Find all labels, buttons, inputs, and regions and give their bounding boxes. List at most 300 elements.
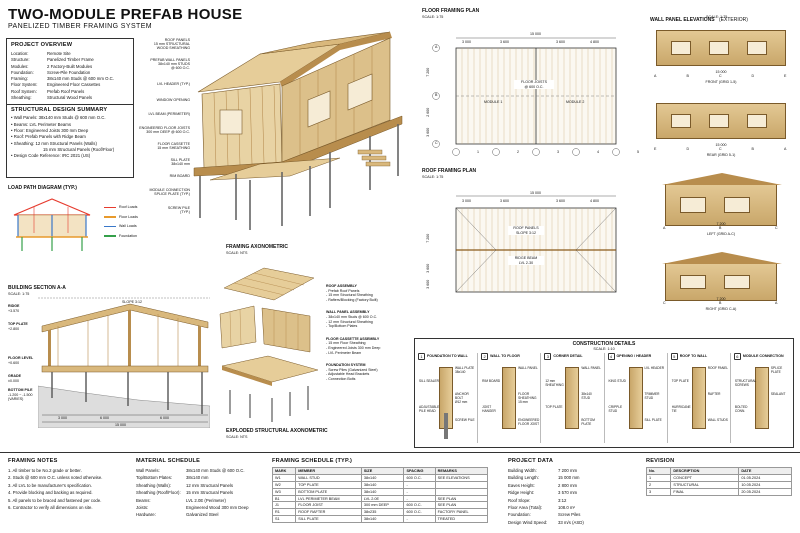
overview-key: Framing: bbox=[11, 76, 28, 82]
detail-note: TRIMMER STUD bbox=[644, 392, 660, 400]
section-dim-2: 6 000 bbox=[100, 416, 109, 420]
elevation-grid-label: D bbox=[686, 147, 690, 151]
roof-plan-dim-1: 3 000 bbox=[462, 199, 471, 203]
structural-summary-list bbox=[11, 115, 129, 159]
project-value: 3:12 bbox=[558, 497, 567, 503]
detail-number: 2 bbox=[481, 353, 488, 360]
overview-value: 2 Factory-Built Modules bbox=[47, 63, 93, 69]
revision-cell: STRUCTURAL bbox=[671, 481, 739, 488]
schedule-cell: S1 bbox=[273, 516, 296, 523]
overview-value: 38x140 mm Studs @ 600 mm O.C. bbox=[47, 76, 114, 82]
elevation-dim: 7 200 bbox=[716, 222, 726, 226]
exploded-heading: EXPLODED STRUCTURAL AXONOMETRIC bbox=[226, 428, 328, 434]
detail-note: BOLTED CONN. bbox=[734, 405, 748, 413]
project-key: Building Width: bbox=[508, 468, 537, 473]
legend-swatch bbox=[104, 216, 116, 218]
detail-note: RIM BOARD bbox=[482, 379, 501, 383]
project-key: Floor Area (Total): bbox=[508, 505, 543, 511]
elevation-grid-label: E bbox=[654, 147, 657, 151]
schedule-cell: B1 bbox=[273, 495, 296, 502]
overview-key: Roof System: bbox=[11, 88, 37, 94]
legend-label: Floor Loads bbox=[119, 214, 138, 219]
material-key: Joists: bbox=[136, 505, 149, 511]
elevation-window bbox=[680, 275, 706, 289]
project-key: Foundation: bbox=[508, 512, 531, 518]
schedule-row bbox=[273, 488, 488, 495]
elevation-grid-label: B bbox=[719, 226, 722, 230]
elevation-grid-label: B bbox=[751, 147, 754, 151]
material-row bbox=[136, 497, 264, 504]
roof-plan-side-3: 3 600 bbox=[426, 279, 431, 289]
detail-number: 4 bbox=[608, 353, 615, 360]
floor-plan-joist-note: FLOOR JOISTS @ 600 O.C. bbox=[514, 80, 554, 89]
detail-title bbox=[544, 353, 600, 360]
overview-value: Remote Site bbox=[47, 51, 71, 56]
project-row bbox=[508, 489, 628, 496]
revision-cell: 20.05.2024 bbox=[739, 488, 792, 495]
exploded-group-item: - Prefab Roof Panels bbox=[326, 288, 360, 293]
schedule-cell: SEE PLAN bbox=[435, 495, 487, 502]
framing-axonometric-drawing bbox=[190, 30, 415, 240]
detail-name: FOUNDATION TO WALL bbox=[427, 354, 468, 359]
elevation-roof bbox=[662, 173, 782, 185]
exploded-scale: SCALE: NTS bbox=[226, 435, 248, 439]
material-row bbox=[136, 467, 264, 474]
roof-plan-scale: SCALE: 1:75 bbox=[422, 175, 444, 179]
schedule-cell: ROOF RAFTER bbox=[296, 509, 362, 516]
axo-callout: PREFAB WALL PANELS 38x140 mm STUDS @ 600 O.C. bbox=[150, 58, 190, 71]
elevation-grid-label: C bbox=[719, 147, 722, 151]
bottom-divider bbox=[0, 452, 800, 453]
elevation-grid-label: A bbox=[775, 301, 778, 305]
project-row bbox=[508, 482, 628, 489]
detail-note: SILL PLATE bbox=[644, 418, 662, 422]
structural-line: • Wall Panels: 38x140 mm Studs @ 600 mm O.C. bbox=[11, 115, 106, 121]
section-heading: BUILDING SECTION A-A bbox=[8, 285, 66, 291]
load-path-legend-item bbox=[104, 234, 138, 239]
schedule-cell: J1 bbox=[273, 502, 296, 509]
level-name: GRADE bbox=[8, 374, 21, 378]
section-level bbox=[8, 304, 19, 313]
floor-framing-plan bbox=[422, 24, 632, 158]
detail-item bbox=[540, 353, 603, 443]
detail-title bbox=[734, 353, 790, 360]
floor-plan-dim-total: 15 000 bbox=[530, 32, 541, 36]
material-value: 15 mm Structural Panels bbox=[186, 490, 234, 496]
detail-drawing bbox=[629, 367, 643, 429]
level-name: TOP PLATE bbox=[8, 322, 28, 326]
elevation-roof bbox=[662, 252, 782, 264]
project-key: Ridge Height: bbox=[508, 490, 535, 496]
framing-note: 2. Studs @ 600 mm O.C. unless noted otherwise. bbox=[8, 475, 103, 481]
schedule-cell: - bbox=[404, 488, 435, 495]
material-value: Galvanized Steel bbox=[186, 512, 219, 518]
schedule-row bbox=[273, 502, 488, 509]
detail-note: HURRICANE TIE bbox=[671, 405, 691, 413]
elevation-grid-label: B bbox=[686, 74, 689, 78]
structural-line: • Design Code Reference: IRC 2021 (US) bbox=[11, 153, 91, 159]
elevation-dim: 15 000 bbox=[715, 70, 727, 74]
schedule-cell: - bbox=[404, 495, 435, 502]
floor-plan-dim-4: 4 800 bbox=[590, 40, 599, 44]
schedule-cell: SEE ELEVATIONS bbox=[435, 474, 487, 481]
revision-header-row bbox=[647, 468, 792, 475]
detail-name: CORNER DETAIL bbox=[553, 354, 583, 359]
floor-plan-row-label: C bbox=[435, 141, 438, 145]
building-section-drawing bbox=[38, 296, 210, 428]
level-name: BOTTOM PILE bbox=[8, 388, 33, 392]
material-key: Beams: bbox=[136, 497, 151, 503]
exploded-group-item: - Engineered Joists 300 mm Deep bbox=[326, 345, 381, 350]
project-value: 7 200 mm bbox=[558, 468, 578, 473]
project-key: Building Length: bbox=[508, 475, 539, 481]
floor-plan-dim-3: 3 600 bbox=[556, 40, 565, 44]
detail-drawing bbox=[692, 367, 706, 429]
overview-value: Engineered Floor Cassettes bbox=[47, 82, 101, 88]
elevation-window bbox=[724, 275, 750, 289]
exploded-group bbox=[326, 284, 412, 302]
floor-plan-grid-labels bbox=[422, 150, 639, 160]
project-data-list bbox=[508, 467, 628, 526]
level-value: +2.800 bbox=[8, 326, 20, 331]
schedule-row bbox=[273, 474, 488, 481]
load-path-diagram bbox=[8, 193, 96, 253]
elevation-name: REAR (GRID 5-1) bbox=[706, 153, 736, 157]
project-data-heading: PROJECT DATA bbox=[508, 458, 554, 464]
schedule-header-cell: MARK bbox=[273, 468, 296, 475]
revision-cell: 3 bbox=[647, 488, 671, 495]
schedule-cell: 600 O.C. bbox=[404, 474, 435, 481]
framing-notes-list bbox=[8, 467, 126, 511]
exploded-group-item: - 38x140 mm Studs @ 600 O.C. bbox=[326, 314, 378, 319]
revision-heading: REVISION bbox=[646, 458, 675, 464]
elevation-drawing bbox=[665, 184, 777, 226]
framing-notes-panel bbox=[8, 458, 126, 511]
structural-line: • Roof: Prefab Panels with Ridge Beam bbox=[11, 134, 86, 140]
project-data-panel bbox=[508, 458, 628, 526]
detail-note: STRUCTURAL SCREWS bbox=[734, 379, 757, 387]
schedule-row bbox=[273, 481, 488, 488]
schedule-cell: 300 mm DEEP bbox=[361, 502, 404, 509]
exploded-group bbox=[326, 363, 412, 381]
exploded-group bbox=[326, 310, 412, 328]
framing-note: 6. Contractor to verify all dimensions on site. bbox=[8, 505, 93, 511]
section-levels bbox=[8, 304, 42, 404]
material-key: Sheathing (Roof/Floor): bbox=[136, 490, 181, 496]
detail-note: WALL PANEL bbox=[581, 366, 601, 370]
axo-callout: MODULE CONNECTION SPLICE PLATE (TYP.) bbox=[149, 188, 190, 197]
elevation-window bbox=[709, 41, 729, 55]
exploded-group-item: - Connection Bolts bbox=[326, 376, 356, 381]
schedule-cell: WALL STUD bbox=[296, 474, 362, 481]
legend-label: Roof Loads bbox=[119, 205, 138, 209]
material-key: Hardware: bbox=[136, 512, 156, 518]
schedule-cell: 38x140 bbox=[361, 488, 404, 495]
revision-table bbox=[646, 467, 792, 496]
elevation-grid-label: D bbox=[751, 74, 755, 78]
revision-row bbox=[647, 488, 792, 495]
roof-plan-heading: ROOF FRAMING PLAN bbox=[422, 168, 477, 174]
revision-cell: FINAL bbox=[671, 488, 739, 495]
schedule-header-cell: MEMBER bbox=[296, 468, 362, 475]
roof-plan-side-2: 3 600 bbox=[426, 263, 431, 273]
elevation-name: RIGHT (GRID C-A) bbox=[705, 307, 737, 311]
elevations-scale: SCALE: 1:75 bbox=[706, 15, 728, 19]
schedule-header-cell: SPACING bbox=[404, 468, 435, 475]
section-level bbox=[8, 388, 42, 402]
project-value: 15 000 mm bbox=[558, 475, 580, 481]
elevation-item bbox=[648, 24, 794, 97]
schedule-cell: TREATED bbox=[435, 516, 487, 523]
project-value: Screw Piles bbox=[558, 512, 581, 518]
roof-plan-ridge-note: RIDGE BEAM LVL 2-30 bbox=[508, 256, 544, 265]
material-value: LVL 2.0E (Perimeter) bbox=[186, 497, 226, 503]
schedule-cell: R1 bbox=[273, 509, 296, 516]
detail-item bbox=[415, 353, 477, 443]
exploded-group-heading: ROOF ASSEMBLY bbox=[326, 284, 357, 288]
detail-name: WALL TO FLOOR bbox=[490, 354, 520, 359]
structural-line: • Floor: Engineered Joists 300 mm Deep bbox=[11, 127, 89, 133]
material-schedule-panel bbox=[136, 458, 264, 519]
structural-summary-heading: STRUCTURAL DESIGN SUMMARY bbox=[11, 107, 108, 114]
elevation-grid-label: A bbox=[663, 226, 666, 230]
overview-value: Structural Wood Panels bbox=[47, 95, 93, 101]
exploded-group-item: - LVL Perimeter Beam bbox=[326, 350, 362, 355]
project-overview-heading: PROJECT OVERVIEW bbox=[11, 42, 73, 48]
revision-header-cell: No. bbox=[647, 468, 671, 475]
exploded-group-item: - Top/Bottom Plates bbox=[326, 324, 358, 329]
legend-swatch bbox=[104, 226, 116, 228]
floor-plan-grid-label: 3 bbox=[557, 150, 559, 154]
detail-item bbox=[730, 353, 793, 443]
elevation-window bbox=[671, 41, 691, 55]
revision-cell: CONCEPT bbox=[671, 474, 739, 481]
axo-callout: LVL HEADER (TYP.) bbox=[157, 82, 190, 86]
floor-plan-row-labels bbox=[432, 44, 442, 154]
roof-plan-side-1: 7 200 bbox=[426, 233, 431, 243]
framing-schedule-table bbox=[272, 467, 488, 523]
detail-note: WALL PLATE 38x140 bbox=[455, 366, 475, 374]
detail-name: OPENING / HEADER bbox=[616, 354, 652, 359]
material-schedule-list bbox=[136, 467, 264, 519]
legend-label: Wall Loads bbox=[119, 224, 137, 229]
detail-note: SILL SEALER bbox=[419, 379, 439, 383]
detail-note: TOP PLATE bbox=[671, 379, 689, 383]
project-row bbox=[508, 474, 628, 481]
schedule-cell: FACTORY PANEL bbox=[435, 509, 487, 516]
elevations-heading: WALL PANEL ELEVATIONS bbox=[650, 17, 715, 23]
section-dim-1: 3 000 bbox=[58, 416, 67, 420]
schedule-header-row bbox=[273, 468, 488, 475]
detail-note: RAFTER bbox=[707, 392, 721, 396]
schedule-cell: 38x140 bbox=[361, 474, 404, 481]
section-dimension-lines bbox=[40, 414, 210, 428]
revision-cell: 1 bbox=[647, 474, 671, 481]
floor-plan-module-2: MODULE 2 bbox=[566, 100, 585, 104]
project-value: 2 800 mm bbox=[558, 482, 578, 488]
elevation-grid-label: C bbox=[775, 226, 778, 230]
revision-cell: 10.05.2024 bbox=[739, 481, 792, 488]
section-dim-total: 15 000 bbox=[115, 423, 126, 427]
material-row bbox=[136, 511, 264, 518]
floor-plan-heading: FLOOR FRAMING PLAN bbox=[422, 8, 480, 14]
overview-key: Structure: bbox=[11, 57, 30, 63]
elevation-window bbox=[680, 197, 706, 213]
elevation-grid-label: A bbox=[784, 147, 787, 151]
exploded-group-heading: FLOOR CASSETTE ASSEMBLY bbox=[326, 336, 380, 341]
overview-key: Foundation: bbox=[11, 69, 34, 75]
elevation-grid-label: C bbox=[719, 74, 722, 78]
framing-note: 4. Provide blocking and backing as required. bbox=[8, 490, 93, 496]
detail-title bbox=[608, 353, 664, 360]
floor-plan-grid-label: 1 bbox=[477, 150, 479, 154]
schedule-row bbox=[273, 495, 488, 502]
elevation-drawing bbox=[656, 30, 786, 66]
floor-plan-side-3: 3 600 bbox=[426, 127, 431, 137]
axo-callout: LVL BEAM (PERIMETER) bbox=[148, 112, 190, 116]
roof-plan-panel-note: ROOF PANELS SLOPE 3:12 bbox=[508, 226, 544, 235]
detail-pile bbox=[444, 413, 448, 439]
floor-plan-grid-label: 4 bbox=[597, 150, 599, 154]
material-value: Engineered Wood 300 mm Deep bbox=[186, 505, 249, 511]
page-subtitle: PANELIZED TIMBER FRAMING SYSTEM bbox=[8, 23, 152, 30]
detail-note: ENGINEERED FLOOR JOIST bbox=[518, 418, 540, 426]
revision-row bbox=[647, 481, 792, 488]
detail-item bbox=[477, 353, 540, 443]
overview-value: Panelized Timber Frame bbox=[47, 57, 94, 63]
elevation-name: FRONT (GRID 1-5) bbox=[705, 80, 737, 84]
framing-note: 5. All panels to be braced and fastened per code. bbox=[8, 497, 102, 503]
load-path-legend-item bbox=[104, 215, 138, 220]
elevation-window bbox=[747, 41, 767, 55]
level-name: RIDGE bbox=[8, 304, 20, 308]
detail-note: JOIST HANGER bbox=[482, 405, 496, 413]
material-value: 38x140 mm bbox=[186, 475, 209, 481]
elevation-window bbox=[747, 114, 767, 128]
schedule-cell: BOTTOM PLATE bbox=[296, 488, 362, 495]
floor-plan-row-label: A bbox=[435, 45, 438, 49]
detail-drawing bbox=[565, 367, 579, 429]
axo-callout: WINDOW OPENING bbox=[156, 98, 190, 102]
elevation-dim: 7 200 bbox=[716, 297, 726, 301]
detail-note: 12 mm SHEATHING bbox=[545, 379, 564, 387]
exploded-group-item: - 12 mm Structural Sheathing bbox=[326, 319, 373, 324]
revision-row bbox=[647, 474, 792, 481]
exploded-group-item: - 15 mm Floor Sheathing bbox=[326, 341, 366, 346]
elevations-list bbox=[648, 24, 794, 324]
schedule-cell: LVL 2.0E bbox=[361, 495, 404, 502]
project-value: 3 570 mm bbox=[558, 490, 578, 496]
elevation-name: LEFT (GRID A-C) bbox=[706, 232, 736, 236]
exploded-group-item: - Screw Piles (Galvanized Steel) bbox=[326, 367, 378, 372]
floor-plan-side-1: 7 200 bbox=[426, 67, 431, 77]
project-row bbox=[508, 467, 628, 474]
roof-plan-dim-4: 4 800 bbox=[590, 199, 599, 203]
detail-note: ANCHOR BOLT Ø12 mm bbox=[455, 392, 469, 404]
material-key: Wall Panels: bbox=[136, 468, 160, 473]
schedule-cell: - bbox=[404, 516, 435, 523]
material-row bbox=[136, 489, 264, 496]
exploded-group-heading: WALL PANEL ASSEMBLY bbox=[326, 310, 370, 315]
load-path-legend-item bbox=[104, 224, 138, 229]
overview-key: Sheathing: bbox=[11, 95, 32, 101]
detail-note: KING STUD bbox=[608, 379, 626, 383]
structural-line: 15 mm Structural Panels (Roof/Floor) bbox=[43, 146, 115, 152]
axo-callout: SCREW PILE (TYP.) bbox=[167, 206, 190, 215]
detail-number: 3 bbox=[544, 353, 551, 360]
axo-callout: ENGINEERED FLOOR JOISTS 300 mm DEEP @ 600 O.C. bbox=[139, 126, 190, 135]
material-schedule-heading: MATERIAL SCHEDULE bbox=[136, 458, 201, 464]
schedule-cell: LVL PERIMETER BEAM bbox=[296, 495, 362, 502]
revision-panel bbox=[646, 458, 792, 496]
schedule-cell: W1 bbox=[273, 474, 296, 481]
roof-plan-dim-total: 15 000 bbox=[530, 191, 541, 195]
schedule-cell: 38x140 bbox=[361, 516, 404, 523]
section-level bbox=[8, 374, 21, 383]
roof-plan-dim-2: 3 600 bbox=[500, 199, 509, 203]
axo-callout: ROOF PANELS 15 mm STRUCTURAL WOOD SHEATHING bbox=[153, 38, 190, 51]
revision-cell: 01.05.2024 bbox=[739, 474, 792, 481]
load-path-heading: LOAD PATH DIAGRAM (TYP.) bbox=[8, 185, 77, 191]
detail-title bbox=[481, 353, 537, 360]
schedule-cell: SILL PLATE bbox=[296, 516, 362, 523]
structural-line: • Sheathing: 12 mm Structural Panels (Walls) bbox=[11, 140, 97, 146]
axo-callout: FLOOR CASSETTE 15 mm SHEATHING bbox=[157, 142, 190, 151]
project-value: 108.0 m² bbox=[558, 505, 575, 511]
elevation-dim: 15 000 bbox=[715, 143, 727, 147]
schedule-cell: TOP PLATE bbox=[296, 481, 362, 488]
elevations-subheading: (EXTERIOR) bbox=[719, 17, 748, 23]
schedule-cell: W3 bbox=[273, 488, 296, 495]
legend-swatch bbox=[104, 235, 116, 237]
axo-callout: RIM BOARD bbox=[169, 174, 190, 178]
details-list bbox=[415, 353, 793, 443]
revision-cell: 2 bbox=[647, 481, 671, 488]
section-scale: SCALE: 1:75 bbox=[8, 292, 30, 296]
project-key: Roof Slope: bbox=[508, 497, 531, 503]
section-level bbox=[8, 356, 33, 365]
section-slope-label: SLOPE 3:12 bbox=[122, 300, 142, 304]
level-name: FLOOR LEVEL bbox=[8, 356, 34, 360]
detail-name: MODULE CONNECTION bbox=[742, 354, 784, 359]
elevation-item bbox=[648, 249, 794, 324]
framing-notes-heading: FRAMING NOTES bbox=[8, 458, 58, 464]
schedule-cell: 600 O.C. bbox=[404, 502, 435, 509]
axo-callout: SILL PLATE 38x140 mm bbox=[170, 158, 190, 167]
level-value: +3.570 bbox=[8, 308, 20, 313]
elevation-grid-label: C bbox=[663, 301, 666, 305]
elevation-drawing bbox=[665, 263, 777, 301]
exploded-group-heading: FOUNDATION SYSTEM bbox=[326, 363, 366, 368]
overview-value: Screw-Pile Foundation bbox=[47, 69, 91, 75]
detail-number: 6 bbox=[734, 353, 741, 360]
schedule-row bbox=[273, 509, 488, 516]
material-value: 38x140 mm Studs @ 600 O.C. bbox=[186, 468, 245, 473]
section-dim-3: 6 000 bbox=[160, 416, 169, 420]
project-key: Eaves Height: bbox=[508, 482, 535, 488]
detail-note: ADJUSTABLE PILE HEAD bbox=[419, 405, 440, 413]
detail-item bbox=[667, 353, 730, 443]
framing-schedule-panel bbox=[272, 458, 488, 523]
elevation-item bbox=[648, 170, 794, 249]
floor-plan-scale: SCALE: 1:75 bbox=[422, 15, 444, 19]
elevation-drawing bbox=[656, 103, 786, 139]
detail-note: SPLICE PLATE bbox=[770, 366, 783, 374]
floor-plan-row-label: B bbox=[435, 93, 438, 97]
detail-note: SEALANT bbox=[770, 392, 786, 396]
schedule-cell bbox=[435, 488, 487, 495]
schedule-cell: FLOOR JOIST bbox=[296, 502, 362, 509]
